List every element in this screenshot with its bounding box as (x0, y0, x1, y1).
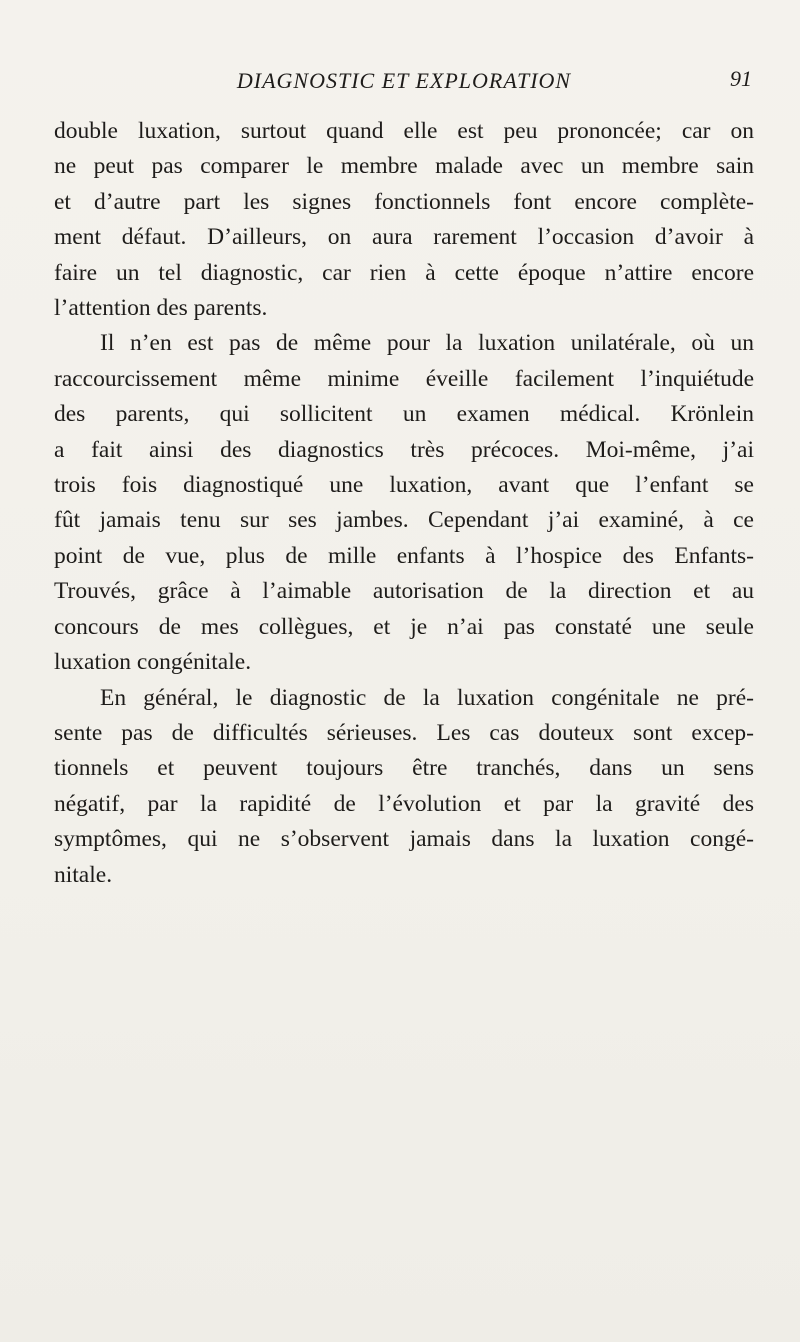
text-line: et d’autre part les signes fonctionnels font encore complète- (54, 188, 754, 215)
text-line: ment défaut. D’ailleurs, on aura rarement l’occasion d’avoir à (54, 224, 754, 251)
text-line: Trouvés, grâce à l’aimable autorisation de la direction et au (54, 578, 754, 605)
text-line: fût jamais tenu sur ses jambes. Cependant j’ai examiné, à ce (54, 507, 754, 534)
text-line: sente pas de difficultés sérieuses. Les cas douteux sont excep- (54, 719, 754, 746)
text-line: tionnels et peuvent toujours être tranchés, dans un sens (54, 755, 754, 782)
text-line: symptômes, qui ne s’observent jamais dans la luxation congé- (54, 826, 754, 853)
text-line: luxation congénitale. (54, 649, 252, 676)
text-line: négatif, par la rapidité de l’évolution et par la gravité des (54, 790, 754, 817)
text-line: En général, le diagnostic de la luxation congénitale ne pré- (100, 684, 754, 711)
paragraph-2 (54, 326, 754, 680)
text-line: l’attention des parents. (54, 295, 268, 322)
text-line: ne peut pas comparer le membre malade avec un membre sain (54, 153, 754, 180)
text-line: double luxation, surtout quand elle est peu prononcée; car on (54, 118, 754, 144)
text-line: trois fois diagnostiqué une luxation, avant que l’enfant se (54, 472, 754, 499)
running-title: DIAGNOSTIC ET EXPLORATION (236, 68, 572, 93)
text-line: nitale. (54, 861, 113, 888)
text-line: faire un tel diagnostic, car rien à cette époque n’attire encore (54, 259, 754, 286)
text-line: point de vue, plus de mille enfants à l’hospice des Enfants- (54, 542, 754, 569)
body-text (54, 114, 754, 893)
paragraph-3 (54, 681, 754, 893)
paragraph-1 (54, 114, 754, 326)
text-line: concours de mes collègues, et je n’ai pas constaté une seule (54, 613, 754, 640)
text-line: des parents, qui sollicitent un examen médical. Krönlein (54, 401, 754, 428)
text-line: raccourcissement même minime éveille facilement l’inquiétude (54, 365, 754, 392)
text-line: a fait ainsi des diagnostics très précoces. Moi-même, j’ai (54, 436, 754, 463)
page-number: 91 (730, 66, 752, 91)
running-head (54, 60, 754, 100)
text-line: Il n’en est pas de même pour la luxation unilatérale, où un (100, 330, 754, 357)
